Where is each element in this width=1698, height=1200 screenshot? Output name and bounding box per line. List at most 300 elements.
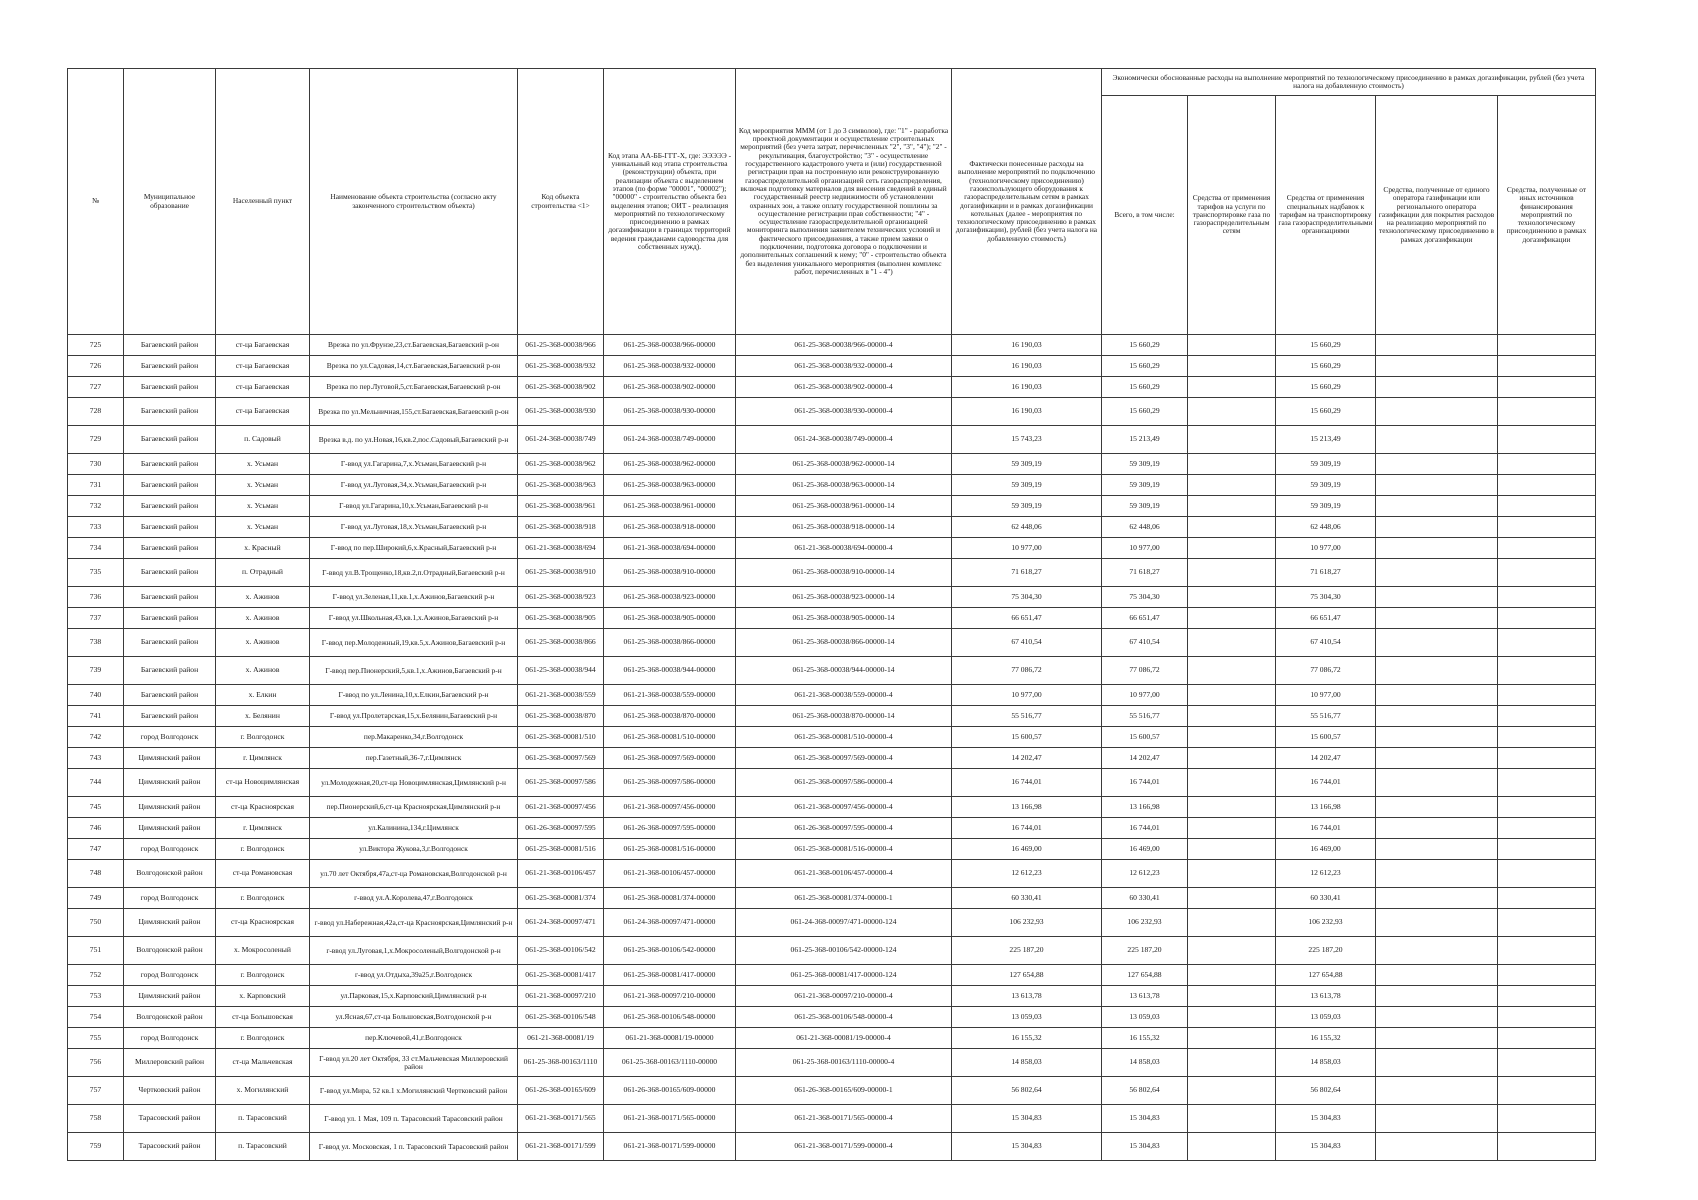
cell-other-sources: [1498, 986, 1596, 1007]
cell-special-markups: 127 654,88: [1276, 965, 1376, 986]
cell-num: 736: [68, 587, 124, 608]
cell-activity-code: 061-25-368-00038/923-00000-14: [736, 587, 952, 608]
cell-activity-code: 061-25-368-00038/910-00000-14: [736, 559, 952, 587]
cell-actual-costs: 16 744,01: [952, 818, 1102, 839]
cell-special-markups: 16 744,01: [1276, 769, 1376, 797]
cell-municipality: Багаевский район: [124, 538, 216, 559]
table-row: [68, 335, 1596, 356]
cell-settlement: п. Тарасовский: [216, 1133, 310, 1161]
cell-special-markups: 15 213,49: [1276, 426, 1376, 454]
cell-special-markups: 16 744,01: [1276, 818, 1376, 839]
cell-operator-means: [1376, 937, 1498, 965]
cell-actual-costs: 15 743,23: [952, 426, 1102, 454]
cell-object-code: 061-25-368-00038/944: [518, 657, 604, 685]
cell-settlement: г. Волгодонск: [216, 839, 310, 860]
cell-municipality: Багаевский район: [124, 587, 216, 608]
cell-settlement: п. Тарасовский: [216, 1105, 310, 1133]
cell-object-code: 061-25-368-00038/966: [518, 335, 604, 356]
cell-stage-code: 061-25-368-00081/516-00000: [604, 839, 736, 860]
table-row: [68, 559, 1596, 587]
cell-operator-means: [1376, 1028, 1498, 1049]
cell-object-code: 061-26-368-00165/609: [518, 1077, 604, 1105]
header-object-name: Наименование объекта строительства (согласно акту законченного строительством объекта): [310, 69, 518, 335]
cell-municipality: Багаевский район: [124, 559, 216, 587]
cell-special-markups: 13 613,78: [1276, 986, 1376, 1007]
cell-object-code: 061-25-368-00081/510: [518, 727, 604, 748]
cell-actual-costs: 15 304,83: [952, 1105, 1102, 1133]
cell-special-markups: 59 309,19: [1276, 475, 1376, 496]
cell-activity-code: 061-21-368-00038/559-00000-4: [736, 685, 952, 706]
cell-total: 62 448,06: [1102, 517, 1188, 538]
cell-object-code: 061-25-368-00038/866: [518, 629, 604, 657]
cell-tariff-means: [1188, 475, 1276, 496]
cell-total: 15 304,83: [1102, 1133, 1188, 1161]
cell-operator-means: [1376, 888, 1498, 909]
header-total: Всего, в том числе:: [1102, 96, 1188, 335]
cell-actual-costs: 16 190,03: [952, 377, 1102, 398]
cell-stage-code: 061-24-368-00038/749-00000: [604, 426, 736, 454]
cell-actual-costs: 225 187,20: [952, 937, 1102, 965]
cell-municipality: Багаевский район: [124, 475, 216, 496]
cell-tariff-means: [1188, 1007, 1276, 1028]
cell-num: 749: [68, 888, 124, 909]
table-row: [68, 860, 1596, 888]
cell-object-code: 061-21-368-00171/565: [518, 1105, 604, 1133]
table-row: [68, 356, 1596, 377]
table-row: [68, 909, 1596, 937]
cell-activity-code: 061-25-368-00097/586-00000-4: [736, 769, 952, 797]
cell-actual-costs: 14 858,03: [952, 1049, 1102, 1077]
cell-object-name: пер.Макаренко,34,г.Волгодонск: [310, 727, 518, 748]
table-row: [68, 888, 1596, 909]
cell-tariff-means: [1188, 1028, 1276, 1049]
cell-operator-means: [1376, 454, 1498, 475]
cell-actual-costs: 13 166,98: [952, 797, 1102, 818]
cell-object-name: Г-ввод пер.Пионерский,5,кв.1,х.Ажинов,Багаевский р-н: [310, 657, 518, 685]
cell-object-name: Г-ввод ул.В.Трощенко,18,кв.2,п.Отрадный,Багаевский р-н: [310, 559, 518, 587]
cell-activity-code: 061-21-368-00097/456-00000-4: [736, 797, 952, 818]
cell-object-name: Г-ввод пер.Молодежный,19,кв.5,х.Ажинов,Багаевский р-н: [310, 629, 518, 657]
cell-special-markups: 106 232,93: [1276, 909, 1376, 937]
cell-municipality: Багаевский район: [124, 356, 216, 377]
cell-municipality: Багаевский район: [124, 454, 216, 475]
cell-total: 13 613,78: [1102, 986, 1188, 1007]
cell-other-sources: [1498, 587, 1596, 608]
cell-total: 10 977,00: [1102, 538, 1188, 559]
cell-operator-means: [1376, 608, 1498, 629]
cell-activity-code: 061-21-368-00106/457-00000-4: [736, 860, 952, 888]
cell-num: 738: [68, 629, 124, 657]
cell-settlement: ст-ца Мальчевская: [216, 1049, 310, 1077]
cell-object-code: 061-25-368-00038/923: [518, 587, 604, 608]
cell-actual-costs: 15 304,83: [952, 1133, 1102, 1161]
table-row: [68, 1105, 1596, 1133]
cell-object-name: Г-ввод ул.Гагарина,7,х.Усьман,Багаевский р-н: [310, 454, 518, 475]
cell-actual-costs: 16 190,03: [952, 356, 1102, 377]
cell-operator-means: [1376, 965, 1498, 986]
cell-num: 737: [68, 608, 124, 629]
cell-settlement: х. Усьман: [216, 475, 310, 496]
cell-tariff-means: [1188, 888, 1276, 909]
cell-special-markups: 62 448,06: [1276, 517, 1376, 538]
cell-operator-means: [1376, 727, 1498, 748]
cell-total: 15 213,49: [1102, 426, 1188, 454]
cell-object-name: Врезка по пер.Луговой,5,ст.Багаевская,Багаевский р-он: [310, 377, 518, 398]
cell-other-sources: [1498, 888, 1596, 909]
document-sheet: [67, 68, 1595, 1161]
cell-tariff-means: [1188, 587, 1276, 608]
table-row: [68, 398, 1596, 426]
cell-tariff-means: [1188, 727, 1276, 748]
cell-total: 59 309,19: [1102, 496, 1188, 517]
cell-other-sources: [1498, 860, 1596, 888]
cell-total: 13 166,98: [1102, 797, 1188, 818]
cell-total: 15 660,29: [1102, 335, 1188, 356]
cell-num: 740: [68, 685, 124, 706]
cell-special-markups: 13 166,98: [1276, 797, 1376, 818]
cell-object-code: 061-25-368-00038/930: [518, 398, 604, 426]
header-operator-means: Средства, полученные от единого оператора газификации или регионального оператора газификации для покрытия расходов на реализацию мероприятий по технологическому присоединению в рамках догазификации: [1376, 96, 1498, 335]
cell-num: 742: [68, 727, 124, 748]
cell-activity-code: 061-25-368-00097/569-00000-4: [736, 748, 952, 769]
cell-object-name: Врезка в.д. по ул.Новая,16,кв.2,пос.Садовый,Багаевский р-н: [310, 426, 518, 454]
table-row: [68, 608, 1596, 629]
cell-municipality: город Волгодонск: [124, 888, 216, 909]
cell-activity-code: 061-25-368-00038/963-00000-14: [736, 475, 952, 496]
cell-actual-costs: 12 612,23: [952, 860, 1102, 888]
table-row: [68, 685, 1596, 706]
cell-total: 71 618,27: [1102, 559, 1188, 587]
cell-operator-means: [1376, 839, 1498, 860]
cell-special-markups: 60 330,41: [1276, 888, 1376, 909]
cell-object-code: 061-25-368-00038/905: [518, 608, 604, 629]
cell-settlement: ст-ца Багаевская: [216, 356, 310, 377]
cell-object-code: 061-21-368-00097/456: [518, 797, 604, 818]
cell-other-sources: [1498, 657, 1596, 685]
cell-actual-costs: 56 802,64: [952, 1077, 1102, 1105]
cell-num: 731: [68, 475, 124, 496]
cell-operator-means: [1376, 797, 1498, 818]
cell-activity-code: 061-26-368-00097/595-00000-4: [736, 818, 952, 839]
cell-settlement: п. Отрадный: [216, 559, 310, 587]
cell-total: 15 660,29: [1102, 377, 1188, 398]
cell-special-markups: 75 304,30: [1276, 587, 1376, 608]
cell-num: 726: [68, 356, 124, 377]
cell-total: 67 410,54: [1102, 629, 1188, 657]
cell-stage-code: 061-25-368-00106/542-00000: [604, 937, 736, 965]
table-row: [68, 818, 1596, 839]
cell-actual-costs: 127 654,88: [952, 965, 1102, 986]
header-settlement: Населенный пункт: [216, 69, 310, 335]
cell-num: 746: [68, 818, 124, 839]
cell-object-code: 061-26-368-00097/595: [518, 818, 604, 839]
cell-settlement: ст-ца Большовская: [216, 1007, 310, 1028]
cell-other-sources: [1498, 377, 1596, 398]
cell-num: 739: [68, 657, 124, 685]
cell-tariff-means: [1188, 517, 1276, 538]
cell-special-markups: 66 651,47: [1276, 608, 1376, 629]
cell-operator-means: [1376, 657, 1498, 685]
cell-object-name: пер.Газетный,36-7,г.Цимлянск: [310, 748, 518, 769]
cell-stage-code: 061-25-368-00038/870-00000: [604, 706, 736, 727]
cell-stage-code: 061-25-368-00081/374-00000: [604, 888, 736, 909]
cell-special-markups: 14 858,03: [1276, 1049, 1376, 1077]
cell-special-markups: 10 977,00: [1276, 538, 1376, 559]
header-stage-code: Код этапа АА-ББ-ГГГ-Х, где: ЭЭЭЭЭ - уникальный код этапа строительства (реконструкции) объекта, при реализации объекта с выделением этапов (по форме "00001", "00002"); "00000" - строительство объекта без выделения этапов; ОИТ - реализация мероприятий по технологическому присоединению в рамках догазификации в границах территорий ведения гражданами садоводства для собственных нужд).: [604, 69, 736, 335]
cell-activity-code: 061-25-368-00038/870-00000-14: [736, 706, 952, 727]
cell-other-sources: [1498, 706, 1596, 727]
header-num: №: [68, 69, 124, 335]
cell-activity-code: 061-25-368-00038/966-00000-4: [736, 335, 952, 356]
cell-object-code: 061-25-368-00038/902: [518, 377, 604, 398]
cell-tariff-means: [1188, 657, 1276, 685]
cell-special-markups: 15 600,57: [1276, 727, 1376, 748]
cell-operator-means: [1376, 986, 1498, 1007]
table-row: [68, 629, 1596, 657]
cell-municipality: Цимлянский район: [124, 748, 216, 769]
cell-other-sources: [1498, 426, 1596, 454]
cell-object-name: Врезка по ул.Фрунзе,23,ст.Багаевская,Багаевский р-он: [310, 335, 518, 356]
cell-num: 747: [68, 839, 124, 860]
cell-object-code: 061-25-368-00038/962: [518, 454, 604, 475]
header-tariff-means: Средства от применения тарифов на услуги по транспортировке газа по газораспределительным сетям: [1188, 96, 1276, 335]
cell-total: 16 744,01: [1102, 818, 1188, 839]
cell-num: 757: [68, 1077, 124, 1105]
cell-municipality: Багаевский район: [124, 706, 216, 727]
cell-object-code: 061-25-368-00097/586: [518, 769, 604, 797]
cell-stage-code: 061-25-368-00038/966-00000: [604, 335, 736, 356]
cell-other-sources: [1498, 748, 1596, 769]
cell-special-markups: 15 660,29: [1276, 377, 1376, 398]
cell-stage-code: 061-25-368-00038/961-00000: [604, 496, 736, 517]
table-row: [68, 377, 1596, 398]
header-municipality: Муниципальное образование: [124, 69, 216, 335]
cell-stage-code: 061-25-368-00038/962-00000: [604, 454, 736, 475]
cell-tariff-means: [1188, 426, 1276, 454]
cell-operator-means: [1376, 377, 1498, 398]
cell-municipality: Цимлянский район: [124, 818, 216, 839]
cell-settlement: х. Могилянский: [216, 1077, 310, 1105]
table-row: [68, 587, 1596, 608]
cell-stage-code: 061-25-368-00038/944-00000: [604, 657, 736, 685]
cell-actual-costs: 60 330,41: [952, 888, 1102, 909]
cell-operator-means: [1376, 356, 1498, 377]
cell-operator-means: [1376, 1049, 1498, 1077]
cell-special-markups: 59 309,19: [1276, 454, 1376, 475]
header-object-code: Код объекта строительства <1>: [518, 69, 604, 335]
cell-special-markups: 15 660,29: [1276, 335, 1376, 356]
cell-municipality: город Волгодонск: [124, 965, 216, 986]
cell-other-sources: [1498, 909, 1596, 937]
cell-actual-costs: 13 059,03: [952, 1007, 1102, 1028]
cell-special-markups: 14 202,47: [1276, 748, 1376, 769]
cell-object-code: 061-25-368-00081/374: [518, 888, 604, 909]
cell-operator-means: [1376, 426, 1498, 454]
cell-municipality: Тарасовский район: [124, 1133, 216, 1161]
cell-settlement: х. Елкин: [216, 685, 310, 706]
cell-object-name: Г-ввод ул.Гагарина,10,х.Усьман,Багаевский р-н: [310, 496, 518, 517]
cell-settlement: х. Усьман: [216, 496, 310, 517]
cell-total: 56 802,64: [1102, 1077, 1188, 1105]
cell-other-sources: [1498, 797, 1596, 818]
cell-object-code: 061-21-368-00106/457: [518, 860, 604, 888]
cell-operator-means: [1376, 1133, 1498, 1161]
cell-tariff-means: [1188, 748, 1276, 769]
cell-tariff-means: [1188, 629, 1276, 657]
cell-object-name: Г-ввод ул.Школьная,43,кв.1,х.Ажинов,Багаевский р-н: [310, 608, 518, 629]
cell-other-sources: [1498, 335, 1596, 356]
cell-stage-code: 061-25-368-00038/932-00000: [604, 356, 736, 377]
cell-actual-costs: 10 977,00: [952, 685, 1102, 706]
cell-actual-costs: 13 613,78: [952, 986, 1102, 1007]
table-row: [68, 496, 1596, 517]
cell-settlement: х. Ажинов: [216, 657, 310, 685]
cell-object-code: 061-25-368-00038/961: [518, 496, 604, 517]
cell-operator-means: [1376, 769, 1498, 797]
cell-object-code: 061-24-368-00097/471: [518, 909, 604, 937]
table-row: [68, 769, 1596, 797]
cell-total: 14 202,47: [1102, 748, 1188, 769]
cell-other-sources: [1498, 1007, 1596, 1028]
cell-settlement: х. Красный: [216, 538, 310, 559]
cell-total: 127 654,88: [1102, 965, 1188, 986]
cell-special-markups: 15 660,29: [1276, 398, 1376, 426]
cell-num: 727: [68, 377, 124, 398]
cell-object-code: 061-25-368-00038/910: [518, 559, 604, 587]
cell-total: 16 155,32: [1102, 1028, 1188, 1049]
cell-actual-costs: 16 190,03: [952, 398, 1102, 426]
cell-settlement: х. Ажинов: [216, 608, 310, 629]
cell-tariff-means: [1188, 986, 1276, 1007]
cell-object-name: ул.Калинина,134,г.Цимлянск: [310, 818, 518, 839]
cell-special-markups: 16 155,32: [1276, 1028, 1376, 1049]
cell-object-code: 061-21-368-00038/559: [518, 685, 604, 706]
cell-other-sources: [1498, 398, 1596, 426]
header-economic-costs-group: Экономически обоснованные расходы на выполнение мероприятий по технологическому присоединению в рамках догазификации, рублей (без учета налога на добавленную стоимость): [1102, 69, 1596, 96]
cell-activity-code: 061-25-368-00038/932-00000-4: [736, 356, 952, 377]
cell-other-sources: [1498, 475, 1596, 496]
cell-activity-code: 061-25-368-00038/962-00000-14: [736, 454, 952, 475]
cell-other-sources: [1498, 1049, 1596, 1077]
cell-operator-means: [1376, 538, 1498, 559]
cell-stage-code: 061-21-368-00097/456-00000: [604, 797, 736, 818]
cell-operator-means: [1376, 860, 1498, 888]
cell-tariff-means: [1188, 398, 1276, 426]
table-row: [68, 986, 1596, 1007]
cell-num: 732: [68, 496, 124, 517]
cell-tariff-means: [1188, 797, 1276, 818]
cell-total: 75 304,30: [1102, 587, 1188, 608]
table-header: [68, 69, 1596, 335]
cell-municipality: город Волгодонск: [124, 1028, 216, 1049]
cell-municipality: Багаевский район: [124, 517, 216, 538]
cell-tariff-means: [1188, 706, 1276, 727]
cell-stage-code: 061-21-368-00038/559-00000: [604, 685, 736, 706]
cell-municipality: Багаевский район: [124, 629, 216, 657]
cell-tariff-means: [1188, 559, 1276, 587]
cell-other-sources: [1498, 517, 1596, 538]
cell-object-name: пер.Ключевой,41,г.Волгодонск: [310, 1028, 518, 1049]
cell-municipality: Цимлянский район: [124, 797, 216, 818]
cell-num: 734: [68, 538, 124, 559]
cell-num: 750: [68, 909, 124, 937]
cell-total: 55 516,77: [1102, 706, 1188, 727]
cell-settlement: г. Волгодонск: [216, 888, 310, 909]
cell-num: 758: [68, 1105, 124, 1133]
cell-tariff-means: [1188, 965, 1276, 986]
cell-total: 13 059,03: [1102, 1007, 1188, 1028]
cell-stage-code: 061-25-368-00097/569-00000: [604, 748, 736, 769]
table-row: [68, 538, 1596, 559]
cell-settlement: ст-ца Новоцимлянская: [216, 769, 310, 797]
cell-special-markups: 12 612,23: [1276, 860, 1376, 888]
cell-other-sources: [1498, 496, 1596, 517]
cell-special-markups: 15 660,29: [1276, 356, 1376, 377]
cell-num: 755: [68, 1028, 124, 1049]
cell-stage-code: 061-25-368-00038/910-00000: [604, 559, 736, 587]
table-row: [68, 1007, 1596, 1028]
cell-num: 751: [68, 937, 124, 965]
cell-total: 77 086,72: [1102, 657, 1188, 685]
cell-municipality: Багаевский район: [124, 496, 216, 517]
cell-stage-code: 061-25-368-00038/902-00000: [604, 377, 736, 398]
header-special-markups: Средства от применения специальных надбавок к тарифам на транспортировку газа газораспределительными организациями: [1276, 96, 1376, 335]
cell-activity-code: 061-25-368-00106/548-00000-4: [736, 1007, 952, 1028]
cell-tariff-means: [1188, 909, 1276, 937]
cell-activity-code: 061-25-368-00081/417-00000-124: [736, 965, 952, 986]
cell-num: 728: [68, 398, 124, 426]
cell-special-markups: 16 469,00: [1276, 839, 1376, 860]
cell-other-sources: [1498, 965, 1596, 986]
cell-operator-means: [1376, 909, 1498, 937]
cell-actual-costs: 14 202,47: [952, 748, 1102, 769]
cell-settlement: г. Цимлянск: [216, 748, 310, 769]
cell-actual-costs: 59 309,19: [952, 496, 1102, 517]
cell-total: 16 744,01: [1102, 769, 1188, 797]
cell-total: 106 232,93: [1102, 909, 1188, 937]
cell-object-name: Г-ввод ул.Пролетарская,15,х.Белянин,Багаевский р-н: [310, 706, 518, 727]
cell-settlement: ст-ца Багаевская: [216, 377, 310, 398]
cell-num: 741: [68, 706, 124, 727]
cell-object-code: 061-25-368-00106/548: [518, 1007, 604, 1028]
cell-tariff-means: [1188, 496, 1276, 517]
cell-settlement: г. Цимлянск: [216, 818, 310, 839]
cell-tariff-means: [1188, 818, 1276, 839]
header-other-sources: Средства, полученные от иных источников финансирования мероприятий по технологическому присоединению в рамках догазификации: [1498, 96, 1596, 335]
cell-municipality: город Волгодонск: [124, 727, 216, 748]
cell-settlement: х. Мокросоленый: [216, 937, 310, 965]
cell-settlement: ст-ца Красноярская: [216, 797, 310, 818]
cell-settlement: г. Волгодонск: [216, 727, 310, 748]
cell-municipality: Волгодонской район: [124, 860, 216, 888]
cell-actual-costs: 66 651,47: [952, 608, 1102, 629]
cell-object-name: Г-ввод ул.Луговая,34,х.Усьман,Багаевский р-н: [310, 475, 518, 496]
cell-total: 60 330,41: [1102, 888, 1188, 909]
cell-other-sources: [1498, 937, 1596, 965]
table-row: [68, 1077, 1596, 1105]
cell-stage-code: 061-21-368-00106/457-00000: [604, 860, 736, 888]
cell-activity-code: 061-25-368-00038/944-00000-14: [736, 657, 952, 685]
cell-special-markups: 10 977,00: [1276, 685, 1376, 706]
cell-other-sources: [1498, 1028, 1596, 1049]
cell-object-code: 061-25-368-00097/569: [518, 748, 604, 769]
cell-activity-code: 061-21-368-00171/599-00000-4: [736, 1133, 952, 1161]
cell-num: 725: [68, 335, 124, 356]
table-row: [68, 797, 1596, 818]
cell-object-name: Врезка по ул.Мельничная,155,ст.Багаевская,Багаевский р-он: [310, 398, 518, 426]
cell-actual-costs: 10 977,00: [952, 538, 1102, 559]
cell-tariff-means: [1188, 860, 1276, 888]
